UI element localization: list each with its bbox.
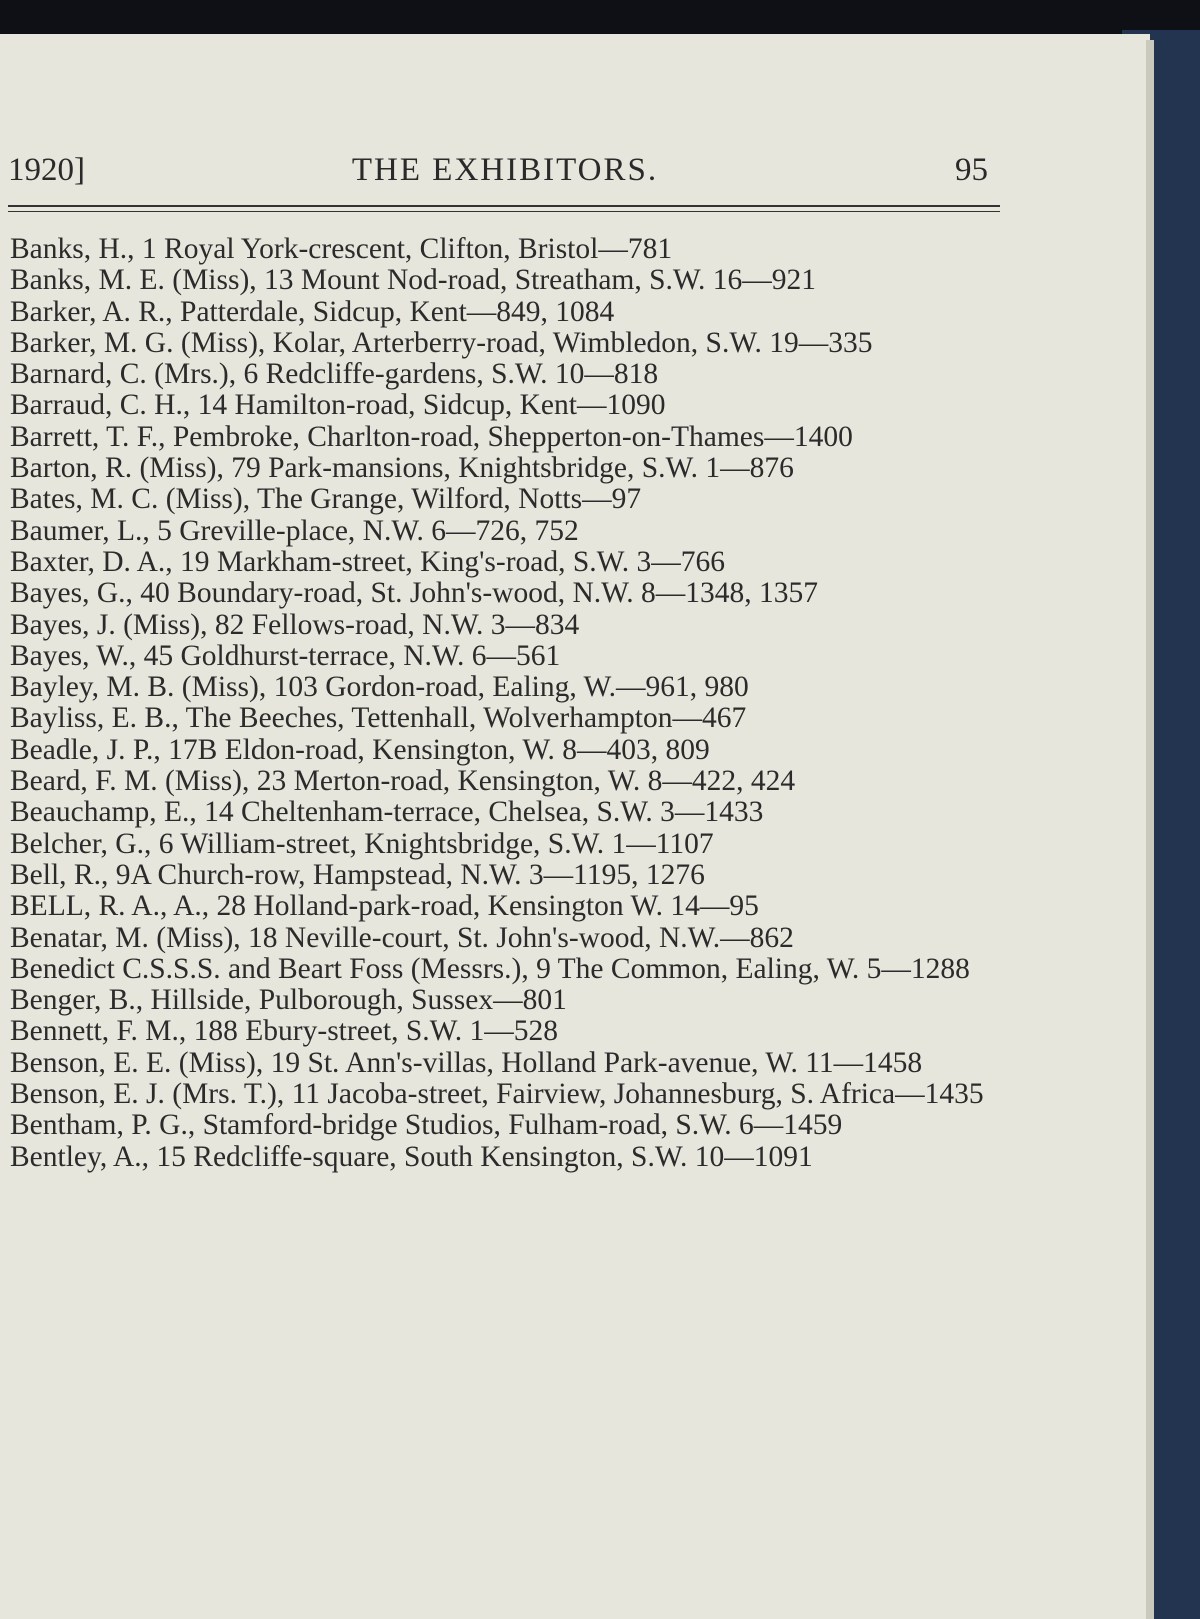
- exhibitor-entry: Beauchamp, E., 14 Cheltenham-terrace, Chelsea, S.W. 3—1433: [10, 796, 764, 829]
- exhibitor-entry: Benedict C.S.S.S. and Beart Foss (Messrs.), 9 The Common, Ealing, W. 5—1288: [10, 952, 970, 985]
- exhibitor-entry: Bell, R., 9A Church-row, Hampstead, N.W. 3—1195, 1276: [10, 858, 705, 891]
- exhibitor-entry: Bayes, W., 45 Goldhurst-terrace, N.W. 6—561: [10, 639, 561, 672]
- exhibitor-entry: Benatar, M. (Miss), 18 Neville-court, St. John's-wood, N.W.—862: [10, 921, 794, 954]
- exhibitor-entry: Bayliss, E. B., The Beeches, Tettenhall, Wolverhampton—467: [10, 702, 747, 735]
- exhibitor-entry: Bentley, A., 15 Redcliffe-square, South Kensington, S.W. 10—1091: [10, 1140, 813, 1173]
- exhibitor-entry: Barker, M. G. (Miss), Kolar, Arterberry-road, Wimbledon, S.W. 19—335: [10, 326, 873, 359]
- exhibitor-entry: Barton, R. (Miss), 79 Park-mansions, Knightsbridge, S.W. 1—876: [10, 452, 794, 485]
- exhibitor-entry: Banks, H., 1 Royal York-crescent, Clifton, Bristol—781: [10, 233, 673, 265]
- exhibitor-entry: Bayley, M. B. (Miss), 103 Gordon-road, Ealing, W.—961, 980: [10, 671, 749, 704]
- exhibitor-entry: Barker, A. R., Patterdale, Sidcup, Kent—849, 1084: [10, 295, 615, 328]
- exhibitor-list: [10, 234, 1010, 1514]
- exhibitor-entry: Baumer, L., 5 Greville-place, N.W. 6—726, 752: [10, 514, 579, 547]
- exhibitor-entry: Benger, B., Hillside, Pulborough, Sussex—801: [10, 984, 567, 1017]
- page-number: 95: [955, 152, 988, 188]
- exhibitor-entry: Bennett, F. M., 188 Ebury-street, S.W. 1—528: [10, 1015, 558, 1048]
- exhibitor-entry: Bentham, P. G., Stamford-bridge Studios, Fulham-road, S.W. 6—1459: [10, 1109, 843, 1142]
- header-rule-top: [8, 205, 1000, 207]
- running-head: [0, 138, 1010, 198]
- page-edge: [1146, 40, 1154, 1619]
- exhibitor-entry: Barnard, C. (Mrs.), 6 Redcliffe-gardens, S.W. 10—818: [10, 358, 659, 391]
- exhibitor-entry: BELL, R. A., A., 28 Holland-park-road, Kensington W. 14—95: [10, 890, 759, 923]
- page-title: THE EXHIBITORS.: [351, 152, 659, 188]
- exhibitor-entry: Benson, E. E. (Miss), 19 St. Ann's-villas, Holland Park-avenue, W. 11—1458: [10, 1046, 923, 1079]
- exhibitor-entry: Barraud, C. H., 14 Hamilton-road, Sidcup, Kent—1090: [10, 389, 666, 422]
- exhibitor-entry: Bayes, G., 40 Boundary-road, St. John's-wood, N.W. 8—1348, 1357: [10, 577, 819, 610]
- exhibitor-entry: Bates, M. C. (Miss), The Grange, Wilford, Notts—97: [10, 483, 642, 516]
- exhibitor-entry: Baxter, D. A., 19 Markham-street, King's-road, S.W. 3—766: [10, 545, 726, 578]
- exhibitor-entry: Benson, E. J. (Mrs. T.), 11 Jacoba-street, Fairview, Johannesburg, S. Africa—1435: [10, 1078, 984, 1111]
- exhibitor-entry: Beadle, J. P., 17B Eldon-road, Kensington, W. 8—403, 809: [10, 733, 710, 766]
- exhibitor-entry: Banks, M. E. (Miss), 13 Mount Nod-road, Streatham, S.W. 16—921: [10, 264, 817, 297]
- header-rule-bottom: [8, 211, 1000, 212]
- header-year: 1920]: [8, 152, 85, 188]
- exhibitor-entry: Belcher, G., 6 William-street, Knightsbridge, S.W. 1—1107: [10, 827, 714, 860]
- book-page: [0, 34, 1150, 1619]
- exhibitor-entry: Bayes, J. (Miss), 82 Fellows-road, N.W. 3—834: [10, 608, 580, 641]
- exhibitor-entry: Barrett, T. F., Pembroke, Charlton-road, Shepperton-on-Thames—1400: [10, 420, 853, 453]
- exhibitor-entry: Beard, F. M. (Miss), 23 Merton-road, Kensington, W. 8—422, 424: [10, 765, 796, 798]
